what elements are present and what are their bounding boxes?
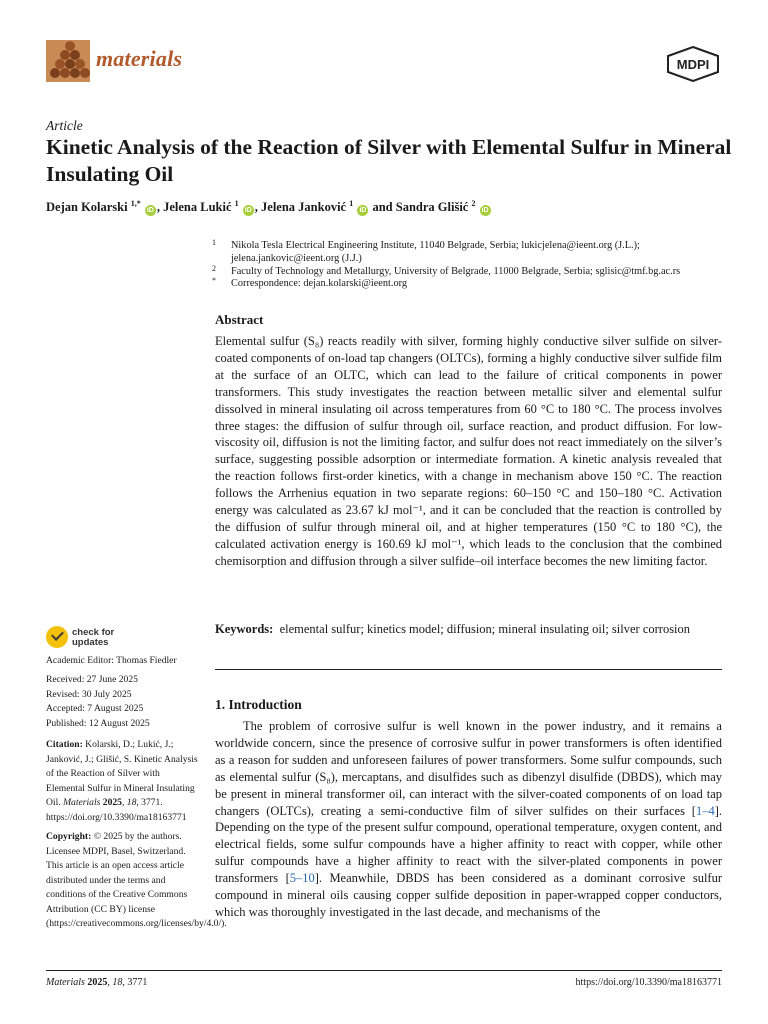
author-affiliation-mark: 2: [471, 199, 476, 208]
keywords: [215, 621, 722, 638]
check-for-updates-icon[interactable]: [46, 626, 68, 648]
orcid-icon[interactable]: iD: [146, 207, 154, 215]
affiliations: [210, 240, 730, 291]
author-name[interactable]: Jelena Lukić: [163, 200, 232, 215]
author-list: Dejan Kolarski $^{1,*}$ iD , Jelena Lukić $^1$ iD , Jelena Janković $^1$ iD and Sandra Glišić $^2$ iD: [46, 199, 489, 215]
journal-name: materials: [96, 46, 183, 71]
svg-text:MDPI: MDPI: [676, 57, 710, 72]
keywords-label: Keywords:: [215, 622, 274, 636]
journal-logo: [46, 40, 90, 82]
date-revised: Revised: 30 July 2025: [46, 688, 132, 700]
article-type: Article: [46, 118, 83, 133]
date-received: Received: 27 June 2025: [46, 674, 138, 685]
footer-divider: [46, 970, 722, 971]
affiliation-correspondence: * Correspondence: dejan.kolarski@ieent.org: [212, 276, 407, 290]
publisher-logo: [666, 46, 720, 82]
orcid-icon[interactable]: iD: [481, 207, 489, 215]
author-name[interactable]: Dejan Kolarski: [46, 200, 128, 215]
abstract-heading: Abstract: [215, 312, 264, 327]
author-affiliation-mark: 1: [234, 199, 239, 208]
citation-block: Citation: Kolarski, D.; Lukić, J.; Janković, J.; Glišić, S. Kinetic Analysis of the Reaction of Silver with Elemental Sulfur in Mineral Insulating Oil. Materials 2025, 18, 3771. https://doi.org/10.3390/ma18163771: [46, 739, 198, 823]
academic-editor: Academic Editor: Thomas Fiedler: [46, 655, 177, 666]
citation-link[interactable]: 1–4: [695, 803, 715, 818]
affiliation-item: 1 Nikola Tesla Electrical Engineering Institute, 11040 Belgrade, Serbia; lukicjelena@ieent.org (J.L.); jelena.jankovic@ieent.org (J.J.): [212, 238, 640, 264]
orcid-icon[interactable]: iD: [244, 207, 252, 215]
author-name[interactable]: Sandra Glišić: [395, 200, 469, 215]
citation-link[interactable]: 5–10: [289, 871, 315, 886]
abstract-text: Elemental sulfur (S₈) reacts readily with silver, forming highly conductive silver sulfide on silver-coated components of on-load tap changers (OLTCs), forming a highly conductive silver sulfide film at the surface of an OLTC, which can lead to the failure of critical components in power transformers. This study investigates the reaction between metallic silver and elemental sulfur dissolved in mineral insulating oil across temperatures from 60 °C to 180 °C. The process involves three stages: the diffusion of sulfur through oil, surface reaction, and product diffusion. For low-viscosity oil, diffusion is not the limiting factor, and sulfur does not react immediately on the silver’s surface, suggesting possible adsorption or intermediate formation. A kinetic analysis revealed that the reaction follows first-order kinetics, with a change in mechanism above 150 °C. The reaction follows the Arrhenius equation in two separate regions: 60–150 °C and 150–180 °C. Activation energy was calculated as 23.67 kJ mol⁻¹, and it can be concluded that the reaction is controlled by the diffusion of sulfur through mineral oil, and at higher temperatures (150 °C to 180 °C), the calculated activation energy is 160.69 kJ mol⁻¹, which leads to the conclusion that the combined chemisorption and diffusion through a silver sulfide–oil interface becomes the new limiting factor.: [215, 334, 722, 568]
section-heading-introduction: 1. Introduction: [215, 697, 302, 712]
footer-citation: Materials 2025, 18, 3771: [46, 977, 148, 988]
date-published: Published: 12 August 2025: [46, 717, 150, 729]
author-name[interactable]: Jelena Janković: [261, 200, 347, 215]
author-affiliation-mark: 1: [349, 199, 354, 208]
keywords-text: elemental sulfur; kinetics model; diffusion; mineral insulating oil; silver corrosion: [279, 622, 691, 636]
orcid-icon[interactable]: iD: [359, 207, 367, 215]
copyright-block: Copyright: © 2025 by the authors. Licensee MDPI, Basel, Switzerland. This article is an open access article distributed under the terms and conditions of the Creative Commons Attribution (CC BY) license (https://creativecommons.org/licenses/by/4.0/).: [46, 831, 227, 929]
section-divider: [215, 669, 722, 670]
introduction-paragraph: The problem of corrosive sulfur is well known in the power industry, and it remains a worldwide concern, since the presence of corrosive sulfur in power transformers is often identified as a reason for sudden and unforeseen failures of power transformers. Some sulfur compounds, such as elemental sulfur (S₈), mercaptans, and disulfides such as dibenzyl disulfide (DBDS), which may be present in mineral transformer oil, can interact with the silver-coated components of on load tap changers (OLTCs), creating a semi-conductive film of silver sulfides on their surfaces [1–4]. Depending on the type of the present sulfur compound, operational temperature, oxygen content, and electrical fields, some sulfur compounds have a higher affinity to react with copper, while other sulfur compounds have a higher affinity to react with the silver-plated components in power transformers [5–10]. Meanwhile, DBDS has been considered as a dominant corrosive sulfur compound in mineral oils causing copper sulfide deposition in paper-wrapped copper conductors, which was thoroughly investigated in the last decade, and mechanisms of the: [215, 719, 722, 919]
publication-dates: [46, 673, 150, 731]
date-accepted: Accepted: 7 August 2025: [46, 703, 144, 714]
footer-doi-link[interactable]: https://doi.org/10.3390/ma18163771: [575, 977, 722, 988]
affiliation-item: 2 Faculty of Technology and Metallurgy, University of Belgrade, 11000 Belgrade, Serbia; sglisic@tmf.bg.ac.rs: [212, 263, 681, 277]
check-for-updates-button[interactable]: check for updates: [72, 627, 115, 648]
article-title: Kinetic Analysis of the Reaction of Silver with Elemental Sulfur in Mineral Insulating Oil: [46, 135, 732, 186]
author-affiliation-mark: 1,*: [130, 199, 141, 208]
